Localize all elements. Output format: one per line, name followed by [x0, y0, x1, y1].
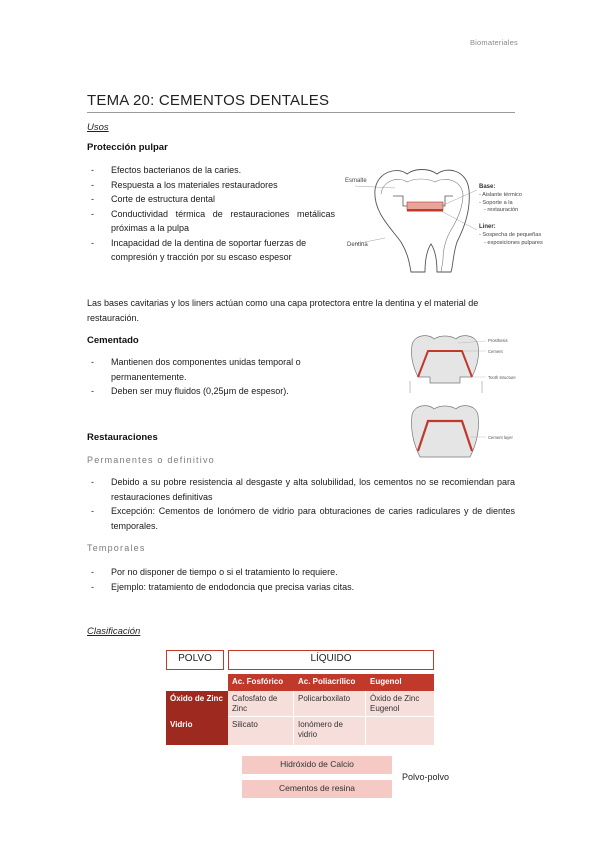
list-item — [479, 207, 522, 215]
label-dentina: Dentina — [347, 242, 368, 248]
table-header-polvo: POLVO — [166, 650, 224, 670]
bases-liners-paragraph: Las bases cavitarias y los liners actúan como una capa protectora entre la dentina y el material de restauración. — [87, 298, 479, 323]
list-item: - Conductividad térmica de restauraciones metálicas próximas a la pulpa — [87, 207, 335, 236]
permanentes-list — [87, 475, 515, 533]
table-header-liquido: LÍQUIDO — [228, 650, 434, 670]
list-item — [479, 240, 543, 248]
label-esmalte: Esmalte — [345, 178, 367, 184]
list-item: - Debido a su pobre resistencia al desgaste y alta solubilidad, los cementos no se recomiendan para restauraciones definitivas — [87, 475, 515, 504]
col-header: Eugenol — [366, 674, 434, 691]
permanentes-subheading: Permanentes o definitivo — [87, 455, 215, 465]
running-header: Biomateriales — [469, 38, 518, 47]
list-item: - Ejemplo: tratamiento de endodoncia que precisa varias citas. — [87, 580, 515, 595]
base-list — [479, 192, 522, 215]
col-header: Ac. Poliacrílico — [294, 674, 366, 691]
page-title: TEMA 20: CEMENTOS DENTALES — [87, 92, 330, 109]
table-cell: Silicato — [228, 717, 294, 745]
list-item: - Sospecha de pequeñas — [479, 232, 543, 240]
list-item: - Aislante térmico — [479, 192, 522, 200]
tooth-base-liner-figure — [345, 160, 565, 275]
box-hidroxido-calcio: Hidróxido de Calcio — [242, 756, 392, 774]
box-cementos-resina: Cementos de resina — [242, 780, 392, 798]
restauraciones-heading: Restauraciones — [87, 432, 158, 443]
list-item: - Mantienen dos componentes unidas temporal o permanentemente. — [87, 355, 347, 384]
list-item: - Corte de estructura dental — [87, 192, 335, 207]
cementado-heading: Cementado — [87, 335, 139, 346]
temporales-subheading: Temporales — [87, 543, 146, 553]
list-item: - Deben ser muy fluidos (0,25μm de espesor). — [87, 384, 347, 399]
title-divider — [87, 112, 515, 113]
table-cell: Óxido de Zinc Eugenol — [366, 691, 434, 717]
list-item-text: restauración — [487, 207, 519, 213]
list-item: - Respuesta a los materiales restauradores — [87, 178, 335, 193]
table-cell: Ionómero de vidrio — [294, 717, 366, 745]
label-prosthesis: Prosthesis — [488, 338, 508, 343]
list-item: - Soporte a la — [479, 200, 522, 208]
section-clasificacion-label: Clasificación — [87, 626, 141, 637]
table-cell: Policarboxilato — [294, 691, 366, 717]
label-liner: Liner: — [479, 224, 496, 230]
list-item: - Por no disponer de tiempo o si el tratamiento lo requiere. — [87, 565, 515, 580]
list-item: - Efectos bacterianos de la caries. — [87, 163, 335, 178]
section-usos-label: Usos — [87, 122, 109, 133]
proteccion-heading: Protección pulpar — [87, 142, 168, 153]
row-header: Óxido de Zinc — [166, 691, 228, 717]
table-cell: Cafosfato de Zinc — [228, 691, 294, 717]
proteccion-list — [87, 163, 335, 265]
liner-list — [479, 232, 543, 247]
label-cement: Cement — [488, 349, 503, 354]
cementado-list — [87, 355, 347, 399]
col-header: Ac. Fosfórico — [228, 674, 294, 691]
label-tooth-structure: Tooth structure — [488, 375, 516, 380]
temporales-list — [87, 565, 515, 594]
row-header: Vidrio — [166, 717, 228, 745]
list-item-text: exposiciones pulpares — [487, 239, 543, 246]
list-item: - Incapacidad de la dentina de soportar fuerzas de compresión y tracción por su escaso espesor — [87, 236, 335, 265]
cement-prosthesis-figure — [400, 333, 525, 461]
label-base: Base: — [479, 184, 496, 190]
table-cell — [366, 717, 434, 745]
tooth-cross-section-illustration — [345, 160, 565, 275]
label-cement-layer: Cement layer — [488, 435, 513, 440]
polvo-polvo-label: Polvo-polvo — [402, 772, 450, 782]
list-item: - Excepción: Cementos de Ionómero de vidrio para obturaciones de caries radiculares y de dientes temporales. — [87, 504, 515, 533]
cemented-crown-illustration — [400, 333, 525, 461]
